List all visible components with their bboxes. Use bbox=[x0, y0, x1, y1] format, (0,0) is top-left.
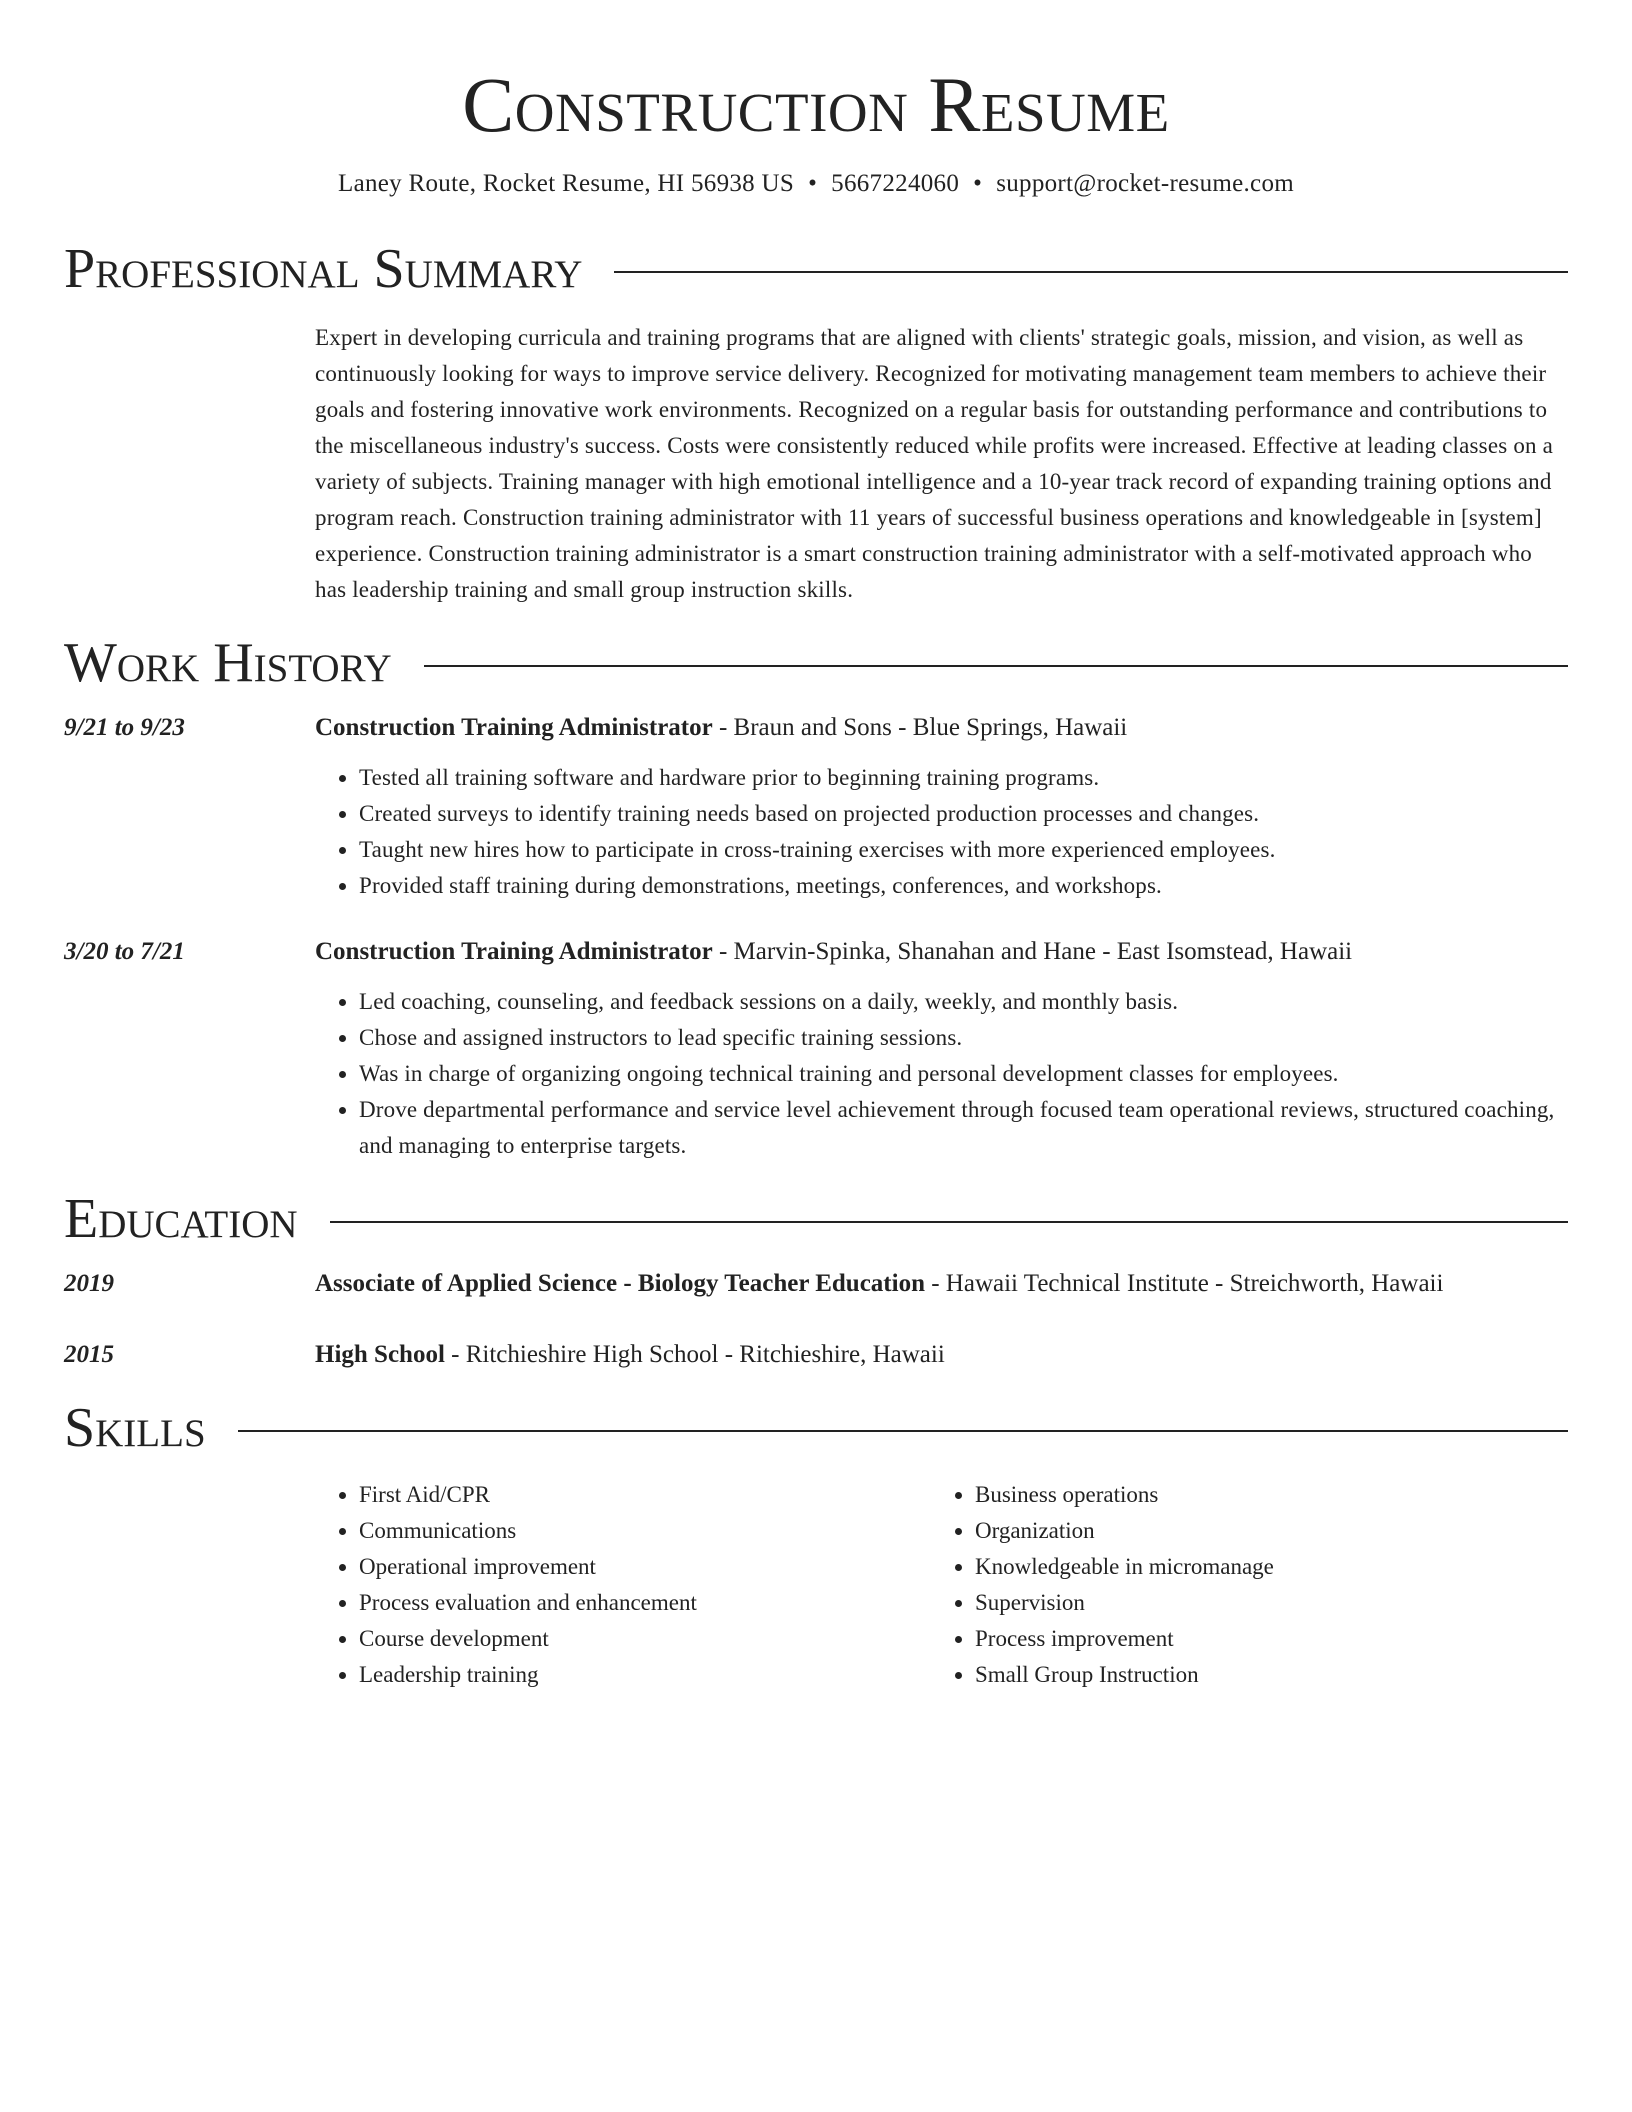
skill-item: • Leadership training bbox=[359, 1657, 931, 1693]
job-dates: 3/20 to 7/21 bbox=[64, 938, 185, 965]
contact-separator: • bbox=[808, 170, 818, 197]
skill-item: • Course development bbox=[359, 1621, 931, 1657]
job-header bbox=[64, 934, 1568, 970]
education-heading: Education bbox=[64, 1188, 298, 1250]
skill-item: • Business operations bbox=[975, 1477, 1547, 1513]
section-divider bbox=[424, 665, 1568, 667]
education-school: - Ritchieshire High School - Ritchieshire, Hawaii bbox=[444, 1341, 945, 1368]
skill-item: • First Aid/CPR bbox=[359, 1477, 931, 1513]
education-school: - Hawaii Technical Institute - Streichworth, Hawaii bbox=[924, 1270, 1444, 1297]
job-bullet: • Provided staff training during demonstrations, meetings, conferences, and workshops. bbox=[359, 868, 1568, 904]
skill-item: • Knowledgeable in micromanage bbox=[975, 1549, 1547, 1585]
job-employer: - Marvin-Spinka, Shanahan and Hane - East Isomstead, Hawaii bbox=[712, 938, 1353, 965]
skills-column-right bbox=[931, 1477, 1547, 1693]
education-title-line bbox=[315, 1266, 1568, 1302]
education-degree: High School bbox=[315, 1341, 445, 1368]
contact-email: support@rocket-resume.com bbox=[996, 170, 1294, 197]
summary-section-header bbox=[64, 238, 1568, 300]
contact-phone: 5667224060 bbox=[831, 170, 960, 197]
job-bullet: • Created surveys to identify training needs based on projected production processes and changes. bbox=[359, 796, 1568, 832]
job-bullet: • Led coaching, counseling, and feedback sessions on a daily, weekly, and monthly basis. bbox=[359, 984, 1568, 1020]
contact-address: Laney Route, Rocket Resume, HI 56938 US bbox=[338, 170, 795, 197]
job-title-line bbox=[315, 710, 1568, 746]
contact-separator: • bbox=[973, 170, 983, 197]
job-bullet: • Drove departmental performance and service level achievement through focused team operational reviews, structured coaching, and managing to enterprise targets. bbox=[359, 1092, 1568, 1164]
skill-item: • Small Group Instruction bbox=[975, 1657, 1547, 1693]
skill-item: • Organization bbox=[975, 1513, 1547, 1549]
education-year: 2019 bbox=[64, 1270, 114, 1297]
education-year: 2015 bbox=[64, 1341, 114, 1368]
job-bullets bbox=[315, 760, 1568, 904]
skill-item: • Supervision bbox=[975, 1585, 1547, 1621]
skills-section-header bbox=[64, 1397, 1568, 1459]
education-entry bbox=[64, 1266, 1568, 1302]
section-divider bbox=[330, 1221, 1568, 1223]
summary-text: Expert in developing curricula and training programs that are aligned with clients' strategic goals, mission, and vision, as well as continuously looking for ways to improve service delivery. Recognized for motivating management team members to achieve their goals and fostering innovative work environments. Recognized on a regular basis for outstanding performance and contributions to the miscellaneous industry's success. Costs were consistently reduced while profits were increased. Effective at leading classes on a variety of subjects. Training manager with high emotional intelligence and a 10-year track record of expanding training options and program reach. Construction training administrator with 11 years of successful business operations and knowledgeable in [system] experience. Construction training administrator is a smart construction training administrator with a self-motivated approach who has leadership training and small group instruction skills. bbox=[315, 325, 1554, 602]
education-title-line bbox=[315, 1337, 1568, 1373]
job-employer: - Braun and Sons - Blue Springs, Hawaii bbox=[712, 714, 1128, 741]
contact-line bbox=[64, 168, 1568, 200]
education-section-header bbox=[64, 1188, 1568, 1250]
skills-column-left bbox=[315, 1477, 931, 1693]
skills-list bbox=[315, 1477, 1568, 1693]
section-divider bbox=[238, 1430, 1568, 1432]
resume-page bbox=[64, 0, 1568, 1693]
education-entry bbox=[64, 1337, 1568, 1373]
job-header bbox=[64, 710, 1568, 746]
skill-item: • Process evaluation and enhancement bbox=[359, 1585, 931, 1621]
skill-item: • Operational improvement bbox=[359, 1549, 931, 1585]
summary-heading: Professional Summary bbox=[64, 238, 583, 300]
job-title: Construction Training Administrator bbox=[315, 938, 713, 965]
job-title-line bbox=[315, 934, 1568, 970]
job-bullet: • Taught new hires how to participate in cross-training exercises with more experienced employees. bbox=[359, 832, 1568, 868]
skill-item: • Process improvement bbox=[975, 1621, 1547, 1657]
work-heading: Work History bbox=[64, 632, 392, 694]
job-bullets bbox=[315, 984, 1568, 1164]
job-bullet: • Tested all training software and hardware prior to beginning training programs. bbox=[359, 760, 1568, 796]
job-entry bbox=[64, 934, 1568, 1164]
resume-title: Construction Resume bbox=[462, 61, 1170, 148]
job-bullet: • Chose and assigned instructors to lead specific training sessions. bbox=[359, 1020, 1568, 1056]
job-dates: 9/21 to 9/23 bbox=[64, 714, 185, 741]
work-section-header bbox=[64, 632, 1568, 694]
job-title: Construction Training Administrator bbox=[315, 714, 713, 741]
job-entry bbox=[64, 710, 1568, 904]
job-bullet: • Was in charge of organizing ongoing technical training and personal development classes for employees. bbox=[359, 1056, 1568, 1092]
section-divider bbox=[614, 271, 1568, 273]
skill-item: • Communications bbox=[359, 1513, 931, 1549]
education-degree: Associate of Applied Science - Biology Teacher Education bbox=[315, 1270, 925, 1297]
skills-heading: Skills bbox=[64, 1397, 206, 1459]
